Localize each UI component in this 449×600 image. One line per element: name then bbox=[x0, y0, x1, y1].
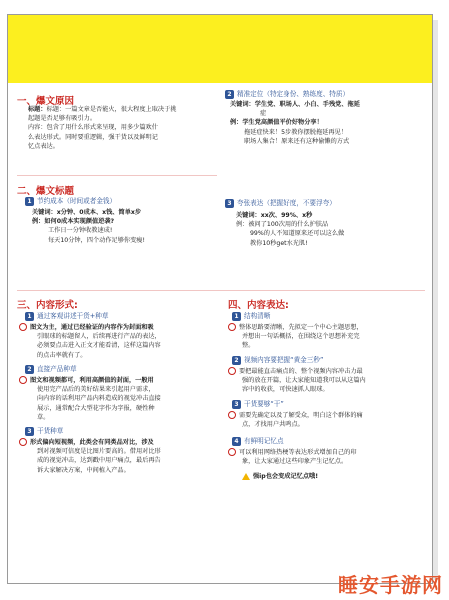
content-expression-4-body: 可以利用网络热梗等表达形式增加自己的印 象，让大家通过这些印象产生记忆点。 bbox=[228, 448, 357, 466]
content-form-2-body: 图文和视频都可，利用高颜值的封面，一般用 使用完产品后的美好结果来引起用户需求， 向内容的话利用产品内料造成的视觉冲击直接 展示，通常配合大型花字作为字报，硬性种 草。 bbox=[19, 376, 161, 422]
section-1-line: 标题：标题：一篇文章是否能火，很大程度上取决于挑 bbox=[28, 106, 177, 113]
number-badge-icon: 1 bbox=[25, 197, 34, 206]
bullet-circle-icon bbox=[228, 448, 236, 456]
content-form-1-heading: 1 通过客观讲述干货+种草 bbox=[25, 311, 108, 321]
content-expression-1-heading: 1 结构清晰 bbox=[232, 311, 270, 321]
section-3-title: 三、内容形式: bbox=[17, 300, 78, 311]
section-1-line: 么表达形式。同时要重逻辑，强干货以及鲜明记 bbox=[28, 133, 158, 141]
bullet-circle-icon bbox=[228, 323, 236, 331]
content-expression-1-body: 整体思路要清晰，先拟定一个中心主题思想， 并想出一句话概括，在围绕这个思想补充完 整。 bbox=[228, 323, 363, 351]
content-form-3-body: 形式偏向短视频，此类会有同类品对比，涉及 到对视频可信度是比图片要高的。借用对比形 成的视觉冲击，达到戳中用户痛点，最后再告 诉大家解决方案，中间植入产品。 bbox=[19, 438, 161, 475]
section-1-body bbox=[28, 105, 177, 151]
exaggeration-heading: 3 夸张表达（把握好度，不要浮夸） bbox=[225, 198, 336, 208]
bullet-circle-icon bbox=[19, 438, 27, 446]
section-1-line: 内容：包含了用什么形式来呈现，用多少篇欢什 bbox=[28, 124, 158, 132]
content-form-2-heading: 2 直接产品种草 bbox=[25, 364, 77, 374]
bullet-circle-icon bbox=[228, 411, 236, 419]
content-expression-2-body: 要把最能直击痛点的、整个视频内容冲击力最 强的放在开篇，让大家能知道我可以从这篇内 容中的收获，可快速抓人眼球。 bbox=[228, 367, 366, 395]
precise-positioning-heading: 2 精准定位（特定身份、熟练度、特质） bbox=[225, 89, 349, 99]
section-4-title: 四、内容表达: bbox=[228, 300, 289, 311]
section-1-line: 起题是否足够有吸引力。 bbox=[28, 115, 97, 123]
header-banner bbox=[8, 15, 432, 83]
document-page bbox=[7, 14, 433, 584]
divider bbox=[17, 175, 217, 176]
content-expression-2-heading: 2 视频内容要把握“黄金三秒” bbox=[232, 355, 323, 365]
save-cost-body: 关键词：x分钟、0成本、x钱、简单x步 例：如何0成本实现颜值逆袭? 工作日一分钟收教速成! 每天10分钟，四个动作足够你变瘦! bbox=[32, 209, 145, 244]
content-expression-3-body: 需要先确定以及了解受众，明白这个群体的痛 点，才找用户共鸣点。 bbox=[228, 411, 363, 429]
number-badge-icon: 1 bbox=[232, 312, 241, 321]
number-badge-icon: 3 bbox=[25, 427, 34, 436]
content-form-1-body: 图文为主，通过已经验证的内容作为封面和吸 引眼球的标题留人，后续再进行产品的表达， 必须要点击进入正文才能看清，这样这篇内容 的点击率就有了。 bbox=[19, 323, 161, 360]
bullet-circle-icon bbox=[228, 367, 236, 375]
number-badge-icon: 3 bbox=[232, 400, 241, 409]
bullet-circle-icon bbox=[19, 323, 27, 331]
save-cost-heading: 1 节约成本（时间或者金钱） bbox=[25, 196, 116, 206]
content-expression-4-heading: 4 有鲜明记忆点 bbox=[232, 436, 284, 446]
section-1-line: 忆点表达。 bbox=[28, 142, 59, 150]
page-shadow bbox=[433, 20, 438, 580]
bullet-circle-icon bbox=[19, 376, 27, 384]
warning-icon bbox=[242, 473, 250, 480]
precise-positioning-body: 关键词：学生党、职场人、小白、手残党、拖延 症 例：学生党高颜值平价好物分享！ 拖延症快来！5步教你摆脱拖延再见！ 职场人集合！原来还有这种偷懒的方式 bbox=[230, 101, 360, 145]
number-badge-icon: 2 bbox=[25, 365, 34, 374]
site-watermark: 睡安手游网 bbox=[338, 573, 443, 597]
exaggeration-body: 关键词：xx次、99%、x秒 例：被问了100次用的什么护肤品 99%的人不知道原来还可以这么做 教你10秒get水光肌! bbox=[236, 212, 345, 247]
number-badge-icon: 4 bbox=[232, 437, 241, 446]
number-badge-icon: 2 bbox=[225, 90, 234, 99]
number-badge-icon: 3 bbox=[225, 199, 234, 208]
number-badge-icon: 2 bbox=[232, 356, 241, 365]
section-1-title: 一、爆文原因 bbox=[17, 96, 75, 107]
number-badge-icon: 1 bbox=[25, 312, 34, 321]
section-2-title: 二、爆文标题 bbox=[17, 186, 75, 197]
memory-tip: 强ip也会变成记忆点哦! bbox=[242, 472, 318, 481]
content-expression-3-heading: 3 干货要够“干” bbox=[232, 399, 284, 409]
content-form-3-heading: 3 干货种草 bbox=[25, 426, 63, 436]
divider bbox=[17, 290, 425, 291]
